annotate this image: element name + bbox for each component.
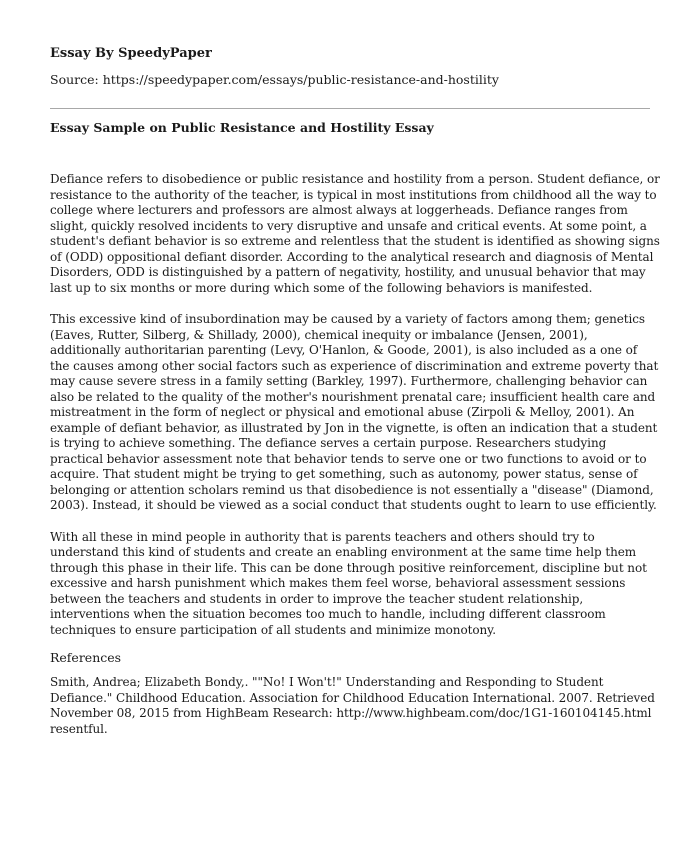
text-line: techniques to ensure participation of all students and minimize monotony. — [50, 622, 496, 637]
essay-paragraph-1 — [50, 172, 660, 296]
text-line: excessive and harsh punishment which makes them feel worse, behavioral assessment sessions — [50, 576, 626, 590]
document-header-title: Essay By SpeedyPaper — [50, 46, 212, 61]
text-line: Defiance." Childhood Education. Association for Childhood Education International. 2007. Retrieved — [50, 690, 655, 705]
essay-paragraph-2 — [50, 312, 659, 514]
text-line: is trying to achieve something. The defiance serves a certain purpose. Researchers studying — [50, 436, 607, 450]
text-line: may cause severe stress in a family setting (Barkley, 1997). Furthermore, challenging behavior can — [50, 374, 648, 388]
essay-title: Essay Sample on Public Resistance and Hostility Essay — [50, 120, 434, 135]
text-line: slight, quickly resolved incidents to very disruptive and unsafe and critical events. At some point, a — [50, 218, 647, 233]
text-line: practical behavior assessment note that behavior tends to serve one or two functions to avoid or to — [50, 451, 647, 466]
text-line: additionally authoritarian parenting (Levy, O'Hanlon, & Goode, 2001), is also included as a one of — [50, 343, 638, 357]
references-list — [50, 675, 655, 737]
text-line: (Eaves, Rutter, Silberg, & Shillady, 2000), chemical inequity or imbalance (Jensen, 2001), — [50, 327, 588, 342]
text-line: November 08, 2015 from HighBeam Research: http://www.highbeam.com/doc/1G1-160104145.html — [50, 706, 652, 720]
text-line: With all these in mind people in authority that is parents teachers and others should try to — [50, 529, 595, 544]
text-line: Disorders, ODD is distinguished by a pattern of negativity, hostility, and unusual behavior that may — [50, 265, 646, 279]
text-line: the causes among other social factors such as experience of discrimination and extreme poverty that — [50, 358, 659, 373]
text-line: mistreatment in the form of neglect or physical and emotional abuse (Zirpoli & Melloy, 2001). An — [50, 405, 635, 419]
text-line: This excessive kind of insubordination may be caused by a variety of factors among them; genetics — [50, 312, 645, 326]
text-line: Smith, Andrea; Elizabeth Bondy,. ""No! I Won't!" Understanding and Responding to Student — [50, 675, 604, 689]
text-line: acquire. That student might be trying to get something, such as autonomy, power status, sense of — [50, 467, 638, 481]
header-divider — [50, 108, 650, 109]
text-line: Defiance refers to disobedience or public resistance and hostility from a person. Student defiance, or — [50, 172, 660, 186]
text-line: 2003). Instead, it should be viewed as a social conduct that students ought to learn to use efficiently. — [50, 498, 657, 512]
essay-body — [50, 172, 660, 654]
text-line: resistance to the authority of the teacher, is typical in most institutions from childhood all the way to — [50, 187, 657, 202]
references-heading: References — [50, 650, 122, 665]
text-line: of (ODD) oppositional defiant disorder. According to the analytical research and diagnosis of Mental — [50, 249, 654, 264]
text-line: interventions when the situation becomes too much to handle, including different classroom — [50, 607, 606, 621]
text-line: student's defiant behavior is so extreme and relentless that the student is identified as showing signs — [50, 234, 660, 248]
text-line: last up to six months or more during which some of the following behaviors is manifested. — [50, 280, 593, 295]
reference-entry — [50, 675, 655, 737]
text-line: college where lecturers and professors are almost always at loggerheads. Defiance ranges from — [50, 203, 628, 217]
text-line: belonging or attention scholars remind us that disobedience is not essentially a "disease" (Diamond, — [50, 482, 654, 497]
text-line: through this phase in their life. This can be done through positive reinforcement, discipline but not — [50, 560, 647, 575]
document-source-line: Source: https://speedypaper.com/essays/public-resistance-and-hostility — [50, 72, 499, 87]
text-line: understand this kind of students and create an enabling environment at the same time help them — [50, 545, 637, 559]
text-line: example of defiant behavior, as illustrated by Jon in the vignette, is often an indication that a student — [50, 420, 658, 435]
text-line: also be related to the quality of the mother's nourishment prenatal care; insufficient health care and — [50, 389, 656, 404]
text-line: resentful. — [50, 721, 108, 736]
essay-paragraph-3 — [50, 530, 650, 639]
text-line: between the teachers and students in order to improve the teacher student relationship, — [50, 591, 584, 606]
